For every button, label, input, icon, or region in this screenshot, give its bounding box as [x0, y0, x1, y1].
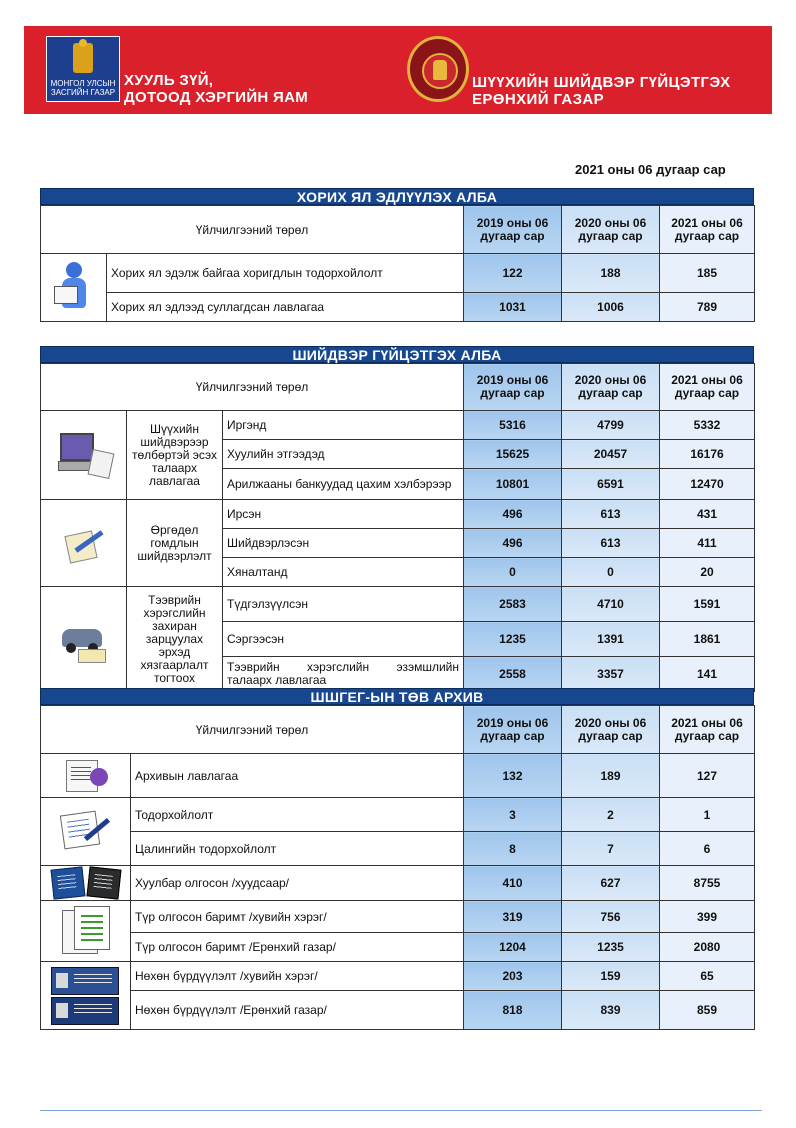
value-2020: 1006 [562, 293, 660, 322]
person-envelope-icon [54, 260, 94, 316]
gov-logo-line1: МОНГОЛ УЛСЫН [50, 79, 116, 88]
value-2021: 1591 [660, 587, 755, 622]
footer-divider [40, 1110, 762, 1111]
value-2021: 1861 [660, 622, 755, 657]
value-2021: 185 [660, 254, 755, 293]
value-2020: 3357 [562, 657, 660, 692]
value-2020: 4799 [562, 411, 660, 440]
table-header-row [41, 706, 755, 754]
column-header-2019: 2019 оны 06 дугаар сар [464, 364, 562, 411]
value-2019: 1235 [464, 622, 562, 657]
value-2019: 319 [464, 901, 562, 933]
value-2019: 1031 [464, 293, 562, 322]
value-2020: 20457 [562, 440, 660, 469]
gov-logo-line2: ЗАСГИЙН ГАЗАР [50, 88, 116, 97]
value-2020: 4710 [562, 587, 660, 622]
column-header-2021: 2021 оны 06 дугаар сар [660, 364, 755, 411]
seal-emblem [422, 53, 458, 89]
value-2021: 127 [660, 754, 755, 798]
row-label: Архивын лавлагаа [131, 754, 464, 798]
table-row [41, 754, 755, 798]
section-title: ХОРИХ ЯЛ ЭДЛҮҮЛЭХ АЛБА [40, 188, 754, 205]
value-2019: 203 [464, 962, 562, 991]
computer-documents-icon [54, 427, 114, 483]
value-2019: 15625 [464, 440, 562, 469]
value-2019: 122 [464, 254, 562, 293]
row-label: Цалингийн тодорхойлолт [131, 832, 464, 866]
row-label: Хяналтанд [223, 558, 464, 587]
row-label: Нөхөн бүрдүүлэлт /хувийн хэрэг/ [131, 962, 464, 991]
value-2021: 1 [660, 798, 755, 832]
table-row [41, 901, 755, 933]
value-2021: 141 [660, 657, 755, 692]
value-2019: 410 [464, 866, 562, 901]
car-documents-icon [56, 615, 112, 663]
value-2019: 496 [464, 500, 562, 529]
value-2019: 132 [464, 754, 562, 798]
section-archive [40, 688, 754, 1030]
table-row [41, 933, 755, 962]
column-header-2020: 2020 оны 06 дугаар сар [562, 206, 660, 254]
value-2021: 20 [660, 558, 755, 587]
row-label: Хуулбар олгосон /хуудсаар/ [131, 866, 464, 901]
table-row [41, 962, 755, 991]
table-row [41, 991, 755, 1030]
column-header-2021: 2021 оны 06 дугаар сар [660, 206, 755, 254]
table-row [41, 254, 755, 293]
value-2021: 8755 [660, 866, 755, 901]
group-label: Шүүхийн шийдвэрээр төлбөртэй эсэх талаарх лавлагаа [127, 411, 223, 500]
value-2019: 2558 [464, 657, 562, 692]
table-row [41, 587, 755, 622]
row-label: Түр олгосон баримт /хувийн хэрэг/ [131, 901, 464, 933]
agency-seal-icon [407, 36, 469, 102]
booklets-icon [48, 866, 124, 900]
icon-cell [41, 962, 131, 1030]
value-2019: 818 [464, 991, 562, 1030]
column-header-service: Үйлчилгээний төрөл [41, 364, 464, 411]
table-row [41, 411, 755, 440]
icon-cell [41, 500, 127, 587]
row-label: Түр олгосон баримт /Ерөнхий газар/ [131, 933, 464, 962]
value-2021: 5332 [660, 411, 755, 440]
value-2021: 12470 [660, 469, 755, 500]
archive-table [40, 705, 755, 1030]
value-2020: 159 [562, 962, 660, 991]
row-label: Иргэнд [223, 411, 464, 440]
row-label: Хуулийн этгээдэд [223, 440, 464, 469]
table-row [41, 500, 755, 529]
value-2019: 1204 [464, 933, 562, 962]
ministry-name [124, 72, 308, 106]
table-row [41, 293, 755, 322]
value-2019: 2583 [464, 587, 562, 622]
agency-name-line2: ЕРӨНХИЙ ГАЗАР [472, 91, 605, 108]
government-logo [46, 36, 120, 102]
row-label: Шийдвэрлэсэн [223, 529, 464, 558]
soyombo-emblem-icon [73, 43, 93, 73]
writing-pen-icon [58, 809, 114, 855]
table-row [41, 798, 755, 832]
group-label: Тээврийн хэрэгслийн захиран зарцуулах эрхэд хязгаарлалт тогтоох [127, 587, 223, 692]
row-label: Хорих ял эдлээд суллагдсан лавлагаа [107, 293, 464, 322]
icon-cell [41, 754, 131, 798]
group-label: Өргөдөл гомдлын шийдвэрлэлт [127, 500, 223, 587]
report-date: 2021 оны 06 дугаар сар [575, 162, 726, 177]
value-2019: 10801 [464, 469, 562, 500]
row-label: Арилжааны банкуудад цахим хэлбэрээр [223, 469, 464, 500]
table-row [41, 866, 755, 901]
value-2020: 613 [562, 529, 660, 558]
value-2019: 0 [464, 558, 562, 587]
icon-cell [41, 254, 107, 322]
section-title: ШШГЕГ-ЫН ТӨВ АРХИВ [40, 688, 754, 705]
column-header-2021: 2021 оны 06 дугаар сар [660, 706, 755, 754]
ministry-name-line2: ДОТООД ХЭРГИЙН ЯАМ [124, 89, 309, 106]
value-2019: 496 [464, 529, 562, 558]
table-header-row [41, 206, 755, 254]
value-2020: 1235 [562, 933, 660, 962]
value-2020: 7 [562, 832, 660, 866]
value-2020: 756 [562, 901, 660, 933]
pen-paper-icon [63, 523, 105, 563]
icon-cell [41, 866, 131, 901]
row-label: Нөхөн бүрдүүлэлт /Ерөнхий газар/ [131, 991, 464, 1030]
section-title: ШИЙДВЭР ГҮЙЦЭТГЭХ АЛБА [40, 346, 754, 363]
document-ball-icon [60, 758, 112, 794]
value-2021: 2080 [660, 933, 755, 962]
column-header-service: Үйлчилгээний төрөл [41, 706, 464, 754]
row-label: Түдгэлзүүлсэн [223, 587, 464, 622]
icon-cell [41, 587, 127, 692]
row-label: Ирсэн [223, 500, 464, 529]
icon-cell [41, 901, 131, 962]
value-2020: 1391 [562, 622, 660, 657]
value-2019: 5316 [464, 411, 562, 440]
value-2020: 6591 [562, 469, 660, 500]
execution-table [40, 363, 755, 692]
row-label: Сэргээсэн [223, 622, 464, 657]
column-header-service: Үйлчилгээний төрөл [41, 206, 464, 254]
id-cards-icon [45, 965, 127, 1027]
value-2021: 411 [660, 529, 755, 558]
value-2020: 2 [562, 798, 660, 832]
row-label: Тээврийн хэрэгслийн эзэмшлийн талаарх лавлагаа [223, 657, 464, 692]
section-prison [40, 188, 754, 322]
prison-table [40, 205, 755, 322]
value-2020: 839 [562, 991, 660, 1030]
value-2019: 3 [464, 798, 562, 832]
row-label: Хорих ял эдэлж байгаа хоригдлын тодорхойлолт [107, 254, 464, 293]
value-2021: 399 [660, 901, 755, 933]
value-2021: 65 [660, 962, 755, 991]
value-2019: 8 [464, 832, 562, 866]
header-banner [24, 26, 772, 114]
column-header-2020: 2020 оны 06 дугаар сар [562, 364, 660, 411]
table-header-row [41, 364, 755, 411]
value-2020: 188 [562, 254, 660, 293]
value-2020: 0 [562, 558, 660, 587]
ministry-name-line1: ХУУЛЬ ЗҮЙ, [124, 72, 214, 89]
row-label: Тодорхойлолт [131, 798, 464, 832]
value-2021: 789 [660, 293, 755, 322]
green-documents-icon [56, 904, 116, 958]
value-2020: 627 [562, 866, 660, 901]
agency-name [472, 74, 731, 108]
value-2021: 16176 [660, 440, 755, 469]
value-2021: 859 [660, 991, 755, 1030]
value-2021: 431 [660, 500, 755, 529]
icon-cell [41, 411, 127, 500]
value-2021: 6 [660, 832, 755, 866]
icon-cell [41, 798, 131, 866]
value-2020: 189 [562, 754, 660, 798]
column-header-2019: 2019 оны 06 дугаар сар [464, 706, 562, 754]
column-header-2019: 2019 оны 06 дугаар сар [464, 206, 562, 254]
section-execution [40, 346, 754, 692]
agency-name-line1: ШҮҮХИЙН ШИЙДВЭР ГҮЙЦЭТГЭХ [472, 74, 731, 91]
table-row [41, 832, 755, 866]
value-2020: 613 [562, 500, 660, 529]
column-header-2020: 2020 оны 06 дугаар сар [562, 706, 660, 754]
